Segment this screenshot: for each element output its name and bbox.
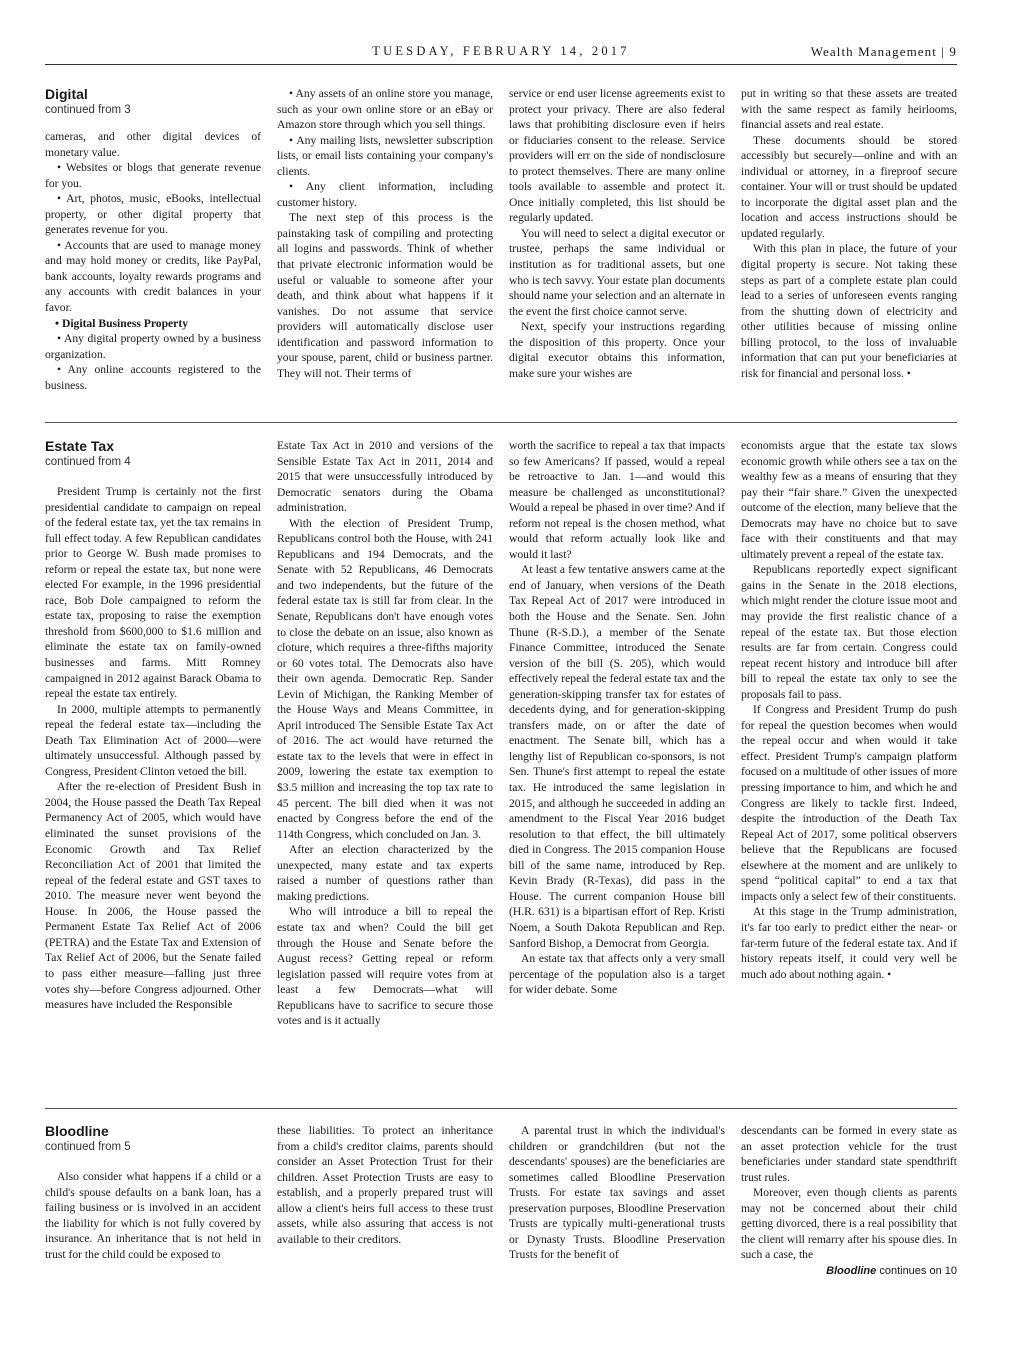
- digital-column-1: [45, 86, 261, 393]
- paragraph: You will need to select a digital executor or trustee, perhaps the same individual or institution as for traditional assets, but one who is tech savvy. Your estate plan documents should name your selection and an alternate in the event the first choice cannot serve.: [509, 226, 725, 318]
- bullet-item: • Websites or blogs that generate revenue for you.: [45, 161, 261, 190]
- paragraph: At least a few tentative answers came at the end of January, when versions of the Death Tax Repeal Act of 2017 were introduced in both the House and the Senate. Sen. John Thune (R-S.D.), a member of the Senate Finance Committee, introduced the Senate version of the bill (S. 205), which would effectively repeal the federal estate tax and the generation-skipping transfer tax for estates of decedents dying, and for generation-skipping transfers made, on or after the date of enactment. The Senate bill, which has a lengthy list of Republican co-sponsors, is not Sen. Thune's first attempt to repeal the estate tax. He introduced the same legislation in 2015, and although he succeeded in adding an amendment to the Fiscal Year 2016 budget resolution to that effect, the bill ultimately died in Congress. The 2015 companion House bill of the same name, introduced by Rep. Kevin Brady (R-Texas), did pass in the House. The current companion House bill (H.R. 631) is a bipartisan effort of Rep. Kristi Noem, a South Dakota Republican and Rep. Sanford Bishop, a Democrat from Georgia.: [509, 563, 725, 950]
- digital-continued-from: continued from 3: [45, 104, 131, 116]
- paragraph: The next step of this process is the painstaking task of compiling and protecting all logins and passwords. Think of whether that private electronic information would be useful or valuable to someone after your death, and think about what happens if it vanishes. Do not assume that service providers will automatically disclose user identification and password information to your spouse, parent, child or business partner. They will not. Their terms of: [277, 211, 493, 380]
- paragraph: economists argue that the estate tax slows economic growth while others see a tax on the wealthy few as a means of ensuring that they pay their “fair share.” Given the unexpected outcome of the election, many believe that the Democrats may have no choice but to save face with their constituents and that may ultimately prevent a repeal of the estate tax.: [741, 439, 957, 561]
- estate-column-2: [277, 438, 493, 1029]
- paragraph: With this plan in place, the future of your digital property is secure. Not taking these steps as part of a complete estate plan could lead to a series of unforeseen events ranging from the shutting down of electricity and other utilities because of missing online billing protocol, to the loss of invaluable information that can put your beneficiaries at risk for financial and personal loss. •: [741, 242, 957, 380]
- paragraph: Republicans reportedly expect significant gains in the Senate in the 2018 elections, which might render the cloture issue moot and may provide the first realistic chance of a repeal of the estate tax. But those election results are far from certain. Congress could repeat recent history and introduce bill after bill to repeal the estate tax only to see the proposals fail to pass.: [741, 563, 957, 701]
- bullet-item: • Any mailing lists, newsletter subscription lists, or email lists containing your company's clients.: [277, 133, 493, 178]
- section-divider: [45, 422, 957, 423]
- digital-column-3: [509, 86, 725, 381]
- paragraph: Who will introduce a bill to repeal the estate tax and when? Could the bill get through the House and Senate before the August recess? Getting repeal or reform legislation passed will require votes from at least a few Democrats—what will Republicans have to sacrifice to secure those votes and is it actually: [277, 905, 493, 1028]
- paragraph: President Trump is certainly not the first presidential candidate to campaign on repeal of the federal estate tax, yet the tax remains in full effect today. A few Republican candidates prior to George W. Bush made promises to reform or repeal the estate tax, but none were elected For example, in the 1996 presidential race, Bob Dole campaigned to reform the estate tax, proposing to raise the exemption threshold from $600,000 to $1.6 million and eliminate the estate tax on family-owned businesses and farms. Mitt Romney campaigned in 2012 against Barack Obama to repeal the estate tax entirely.: [45, 485, 261, 701]
- paragraph: worth the sacrifice to repeal a tax that impacts so few Americans? If passed, would a repeal be retroactive to Jan. 1—and would this measure be challenged as unconstitutional? Would a repeal be phased in over time? And if reform not repeal is the chosen method, what would that reform actually look like and would it last?: [509, 439, 725, 561]
- paragraph: descendants can be formed in every state as an asset protection vehicle for the trust beneficiaries under standard state spendthrift trust rules.: [741, 1124, 957, 1184]
- section-divider: [45, 1108, 957, 1109]
- paragraph: Moreover, even though clients as parents may not be concerned about their child getting divorced, there is a real possibility that the client will remarry after his spouse dies. In such a case, the: [741, 1186, 957, 1262]
- estate-column-4: [741, 438, 957, 982]
- bullet-item: • Any digital property owned by a business organization.: [45, 332, 261, 361]
- bloodline-column-4: [741, 1123, 957, 1263]
- paragraph: At this stage in the Trump administration, it's far too early to predict either the near- or far-term future of the federal estate tax. And if history repeats itself, it could very well be much ado about nothing again. •: [741, 905, 957, 981]
- subheading-digital-business-property: • Digital Business Property: [55, 316, 188, 330]
- paragraph: These documents should be stored accessibly but securely—online and with an individual or attorney, in a fireproof secure container. Your will or trust should be updated to incorporate the digital asset plan and the location and access instructions should be updated regularly.: [741, 133, 957, 240]
- bullet-item: • Any assets of an online store you manage, such as your own online store or an eBay or Amazon store through which you sell things.: [277, 87, 493, 132]
- paragraph: Next, specify your instructions regarding the disposition of this property. Once your digital executor obtains this information, make sure your wishes are: [509, 320, 725, 380]
- estate-column-3: [509, 438, 725, 998]
- header-rule: [45, 64, 957, 65]
- bloodline-title: Bloodline: [45, 1123, 109, 1139]
- issue-date: TUESDAY, FEBRUARY 14, 2017: [372, 44, 630, 58]
- estate-column-1: [45, 438, 261, 1013]
- section-page-label: Wealth Management | 9: [810, 44, 957, 59]
- paragraph: After an election characterized by the unexpected, many estate and tax experts raised a number of questions rather than making predictions.: [277, 843, 493, 903]
- bullet-item: • Accounts that are used to manage money and may hold money or credits, like PayPal, bank accounts, loyalty rewards programs and any accounts with credit balances in your favor.: [45, 238, 261, 315]
- paragraph: A parental trust in which the individual's children or grandchildren (but not the descendants' spouses) are the beneficiaries are sometimes called Bloodline Preservation Trusts. For estate tax savings and asset preservation purposes, Bloodline Preservation Trusts are typically multi-generational trusts or Dynasty Trusts. Bloodline Preservation Trusts for the benefit of: [509, 1124, 725, 1262]
- continues-page-text: continues on 10: [879, 1265, 957, 1277]
- paragraph: After the re-election of President Bush in 2004, the House passed the Death Tax Repeal Permanency Act of 2005, which would have eliminated the sunset provisions of the Economic Growth and Tax Relief Reconciliation Act of 2001 that limited the repeal of the federal estate and GST taxes to 2010. The measure never went beyond the House. In 2006, the House passed the Permanent Estate Tax Relief Act of 2006 (PETRA) and the Estate Tax and Extension of Tax Relief Act of 2006, but the Senate failed to pass either measure—falling just three votes shy—before Congress adjourned. Other measures have included the Responsible: [45, 780, 261, 1012]
- paragraph: In 2000, multiple attempts to permanently repeal the federal estate tax—including the Death Tax Elimination Act of 2000—were ultimately unsuccessful. Although passed by Congress, President Clinton vetoed the bill.: [45, 702, 261, 778]
- estate-continued-from: continued from 4: [45, 456, 131, 468]
- digital-column-2: [277, 86, 493, 381]
- bullet-item: • Art, photos, music, eBooks, intellectual property, or other digital property that generates revenue for you.: [45, 192, 261, 237]
- bloodline-column-2: [277, 1123, 493, 1247]
- paragraph: put in writing so that these assets are treated with the same respect as family heirlooms, financial assets and real estate.: [741, 87, 957, 132]
- bloodline-column-3: [509, 1123, 725, 1263]
- paragraph: If Congress and President Trump do push for repeal the question becomes when would the repeal occur and when would it take effect. President Trump's campaign platform focused on a multitude of other issues of more pressing importance to him, and which he and Congress are likely to tackle first. Indeed, despite the introduction of the Death Tax Repeal Act of 2017, some political observers believe that the Republicans are focused elsewhere at the moment and are unlikely to spend “political capital” to end a tax that impacts only a select few of their constituents.: [741, 703, 957, 903]
- continues-article-title: Bloodline: [826, 1265, 877, 1277]
- paragraph: An estate tax that affects only a very small percentage of the population also is a target for wider debate. Some: [509, 952, 725, 997]
- paragraph: With the election of President Trump, Republicans control both the House, with 241 Republicans and 194 Democrats, and the Senate with 52 Republicans, 46 Democrats and two independents, but the future of the federal estate tax is still far from clear. In the Senate, Republicans don't have enough votes to close the debate on an issue, also known as cloture, which requires a three-fifths majority or 60 votes total. The Democrats also have their own agenda. Democratic Rep. Sander Levin of Michigan, the Ranking Member of the House Ways and Means Committee, in April introduced The Sensible Estate Tax Act of 2016. The act would have returned the estate tax to the levels that were in effect in 2009, lowering the estate tax exemption to $3.5 million and increasing the top tax rate to 45 percent. The bill died when it was not enacted by Congress before the end of the 114th Congress, which concluded on Jan. 3.: [277, 516, 493, 841]
- bullet-item: • Any online accounts registered to the business.: [45, 363, 261, 392]
- bloodline-continues-note: [696, 1265, 957, 1277]
- bloodline-continued-from: continued from 5: [45, 1141, 131, 1153]
- page-header: [45, 44, 957, 64]
- paragraph: Also consider what happens if a child or a child's spouse defaults on a bank loan, has a failing business or is involved in an accident the liability for which is not fully covered by insurance. An inheritance that is not held in trust for the child could be exposed to: [45, 1170, 261, 1261]
- estate-title: Estate Tax: [45, 438, 114, 454]
- digital-column-4: [741, 86, 957, 381]
- paragraph: service or end user license agreements exist to protect your privacy. There are also federal laws that prohibiting disclosure even if heirs or fiduciaries consent to the release. Service providers will err on the side of nondisclosure to protect themselves. There are many online tools available to assemble and protect it. Once initially completed, this list should be regularly updated.: [509, 87, 725, 225]
- paragraph: Estate Tax Act in 2010 and versions of the Sensible Estate Tax Act in 2011, 2014 and 2015 that were unsuccessfully introduced by Democratic senators during the Obama administration.: [277, 439, 493, 515]
- bloodline-column-1: [45, 1123, 261, 1262]
- paragraph: cameras, and other digital devices of monetary value.: [45, 130, 261, 159]
- digital-title: Digital: [45, 86, 88, 102]
- bullet-item: • Any client information, including customer history.: [277, 180, 493, 209]
- paragraph: these liabilities. To protect an inheritance from a child's creditor claims, parents should consider an Asset Protection Trust for their children. Asset Protection Trusts are easy to establish, and a properly prepared trust will allow a client's heirs full access to these trust assets, while also assuring that access is not available to their creditors.: [277, 1124, 493, 1246]
